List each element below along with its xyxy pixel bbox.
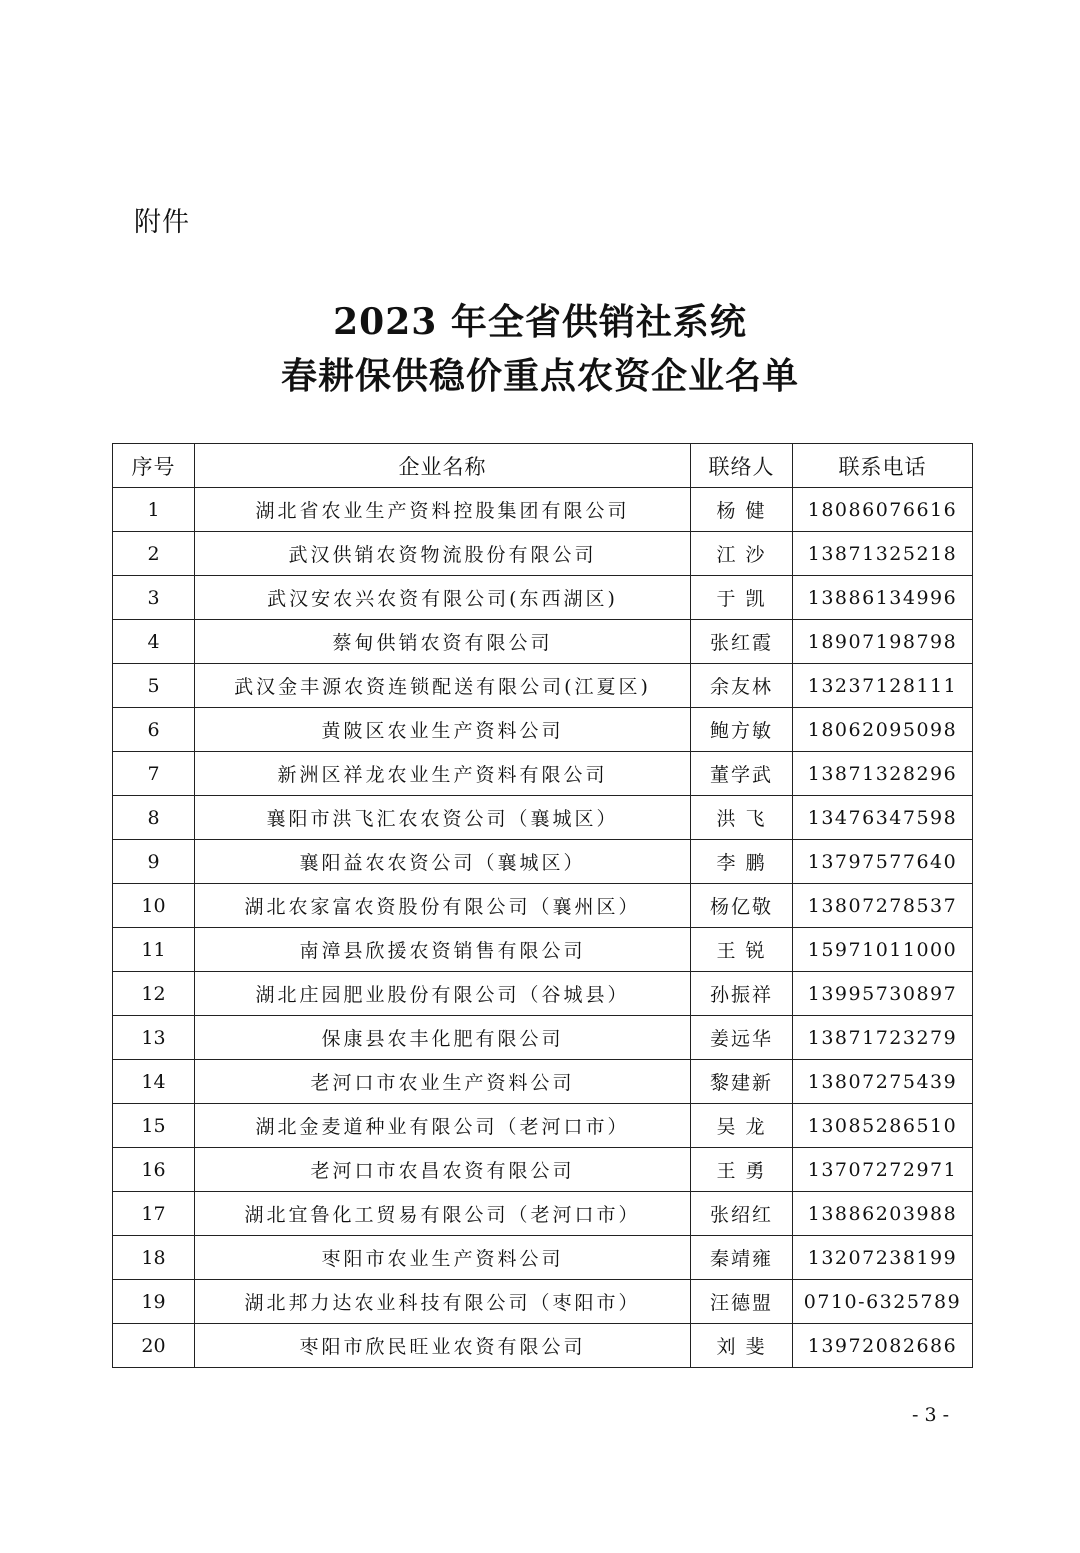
- contact-phone: 13807275439: [793, 1060, 973, 1104]
- company-name: 武汉安农兴农资有限公司(东西湖区): [195, 576, 691, 620]
- contact-person: 刘 斐: [691, 1324, 793, 1368]
- row-number: 18: [113, 1236, 195, 1280]
- contact-phone: 0710-6325789: [793, 1280, 973, 1324]
- row-number: 6: [113, 708, 195, 752]
- company-name: 襄阳益农农资公司（襄城区）: [195, 840, 691, 884]
- table-row: [113, 1280, 973, 1324]
- header-no: 序号: [113, 444, 195, 488]
- document-title-line-2: 春耕保供稳价重点农资企业名单: [280, 355, 799, 397]
- contact-person: 孙振祥: [691, 972, 793, 1016]
- contact-phone: 15971011000: [793, 928, 973, 972]
- contact-person: 黎建新: [691, 1060, 793, 1104]
- contact-person: 于 凯: [691, 576, 793, 620]
- contact-phone: 13886203988: [793, 1192, 973, 1236]
- contact-phone: 13707272971: [793, 1148, 973, 1192]
- company-name: 湖北邦力达农业科技有限公司（枣阳市）: [195, 1280, 691, 1324]
- contact-phone: 13886134996: [793, 576, 973, 620]
- row-number: 15: [113, 1104, 195, 1148]
- table-row: [113, 1104, 973, 1148]
- company-name: 老河口市农昌农资有限公司: [195, 1148, 691, 1192]
- table-row: [113, 1060, 973, 1104]
- table-row: [113, 840, 973, 884]
- table-row: [113, 532, 973, 576]
- contact-phone: 18907198798: [793, 620, 973, 664]
- row-number: 14: [113, 1060, 195, 1104]
- contact-person: 王 锐: [691, 928, 793, 972]
- contact-person: 余友林: [691, 664, 793, 708]
- table-row: [113, 488, 973, 532]
- table-row: [113, 752, 973, 796]
- contact-person: 杨亿敬: [691, 884, 793, 928]
- company-name: 湖北省农业生产资料控股集团有限公司: [195, 488, 691, 532]
- table-row: [113, 972, 973, 1016]
- contact-phone: 13476347598: [793, 796, 973, 840]
- contact-person: 洪 飞: [691, 796, 793, 840]
- row-number: 20: [113, 1324, 195, 1368]
- contact-person: 江 沙: [691, 532, 793, 576]
- company-name: 枣阳市农业生产资料公司: [195, 1236, 691, 1280]
- contact-person: 汪德盟: [691, 1280, 793, 1324]
- table-row: [113, 928, 973, 972]
- company-name: 枣阳市欣民旺业农资有限公司: [195, 1324, 691, 1368]
- company-name: 老河口市农业生产资料公司: [195, 1060, 691, 1104]
- table-row: [113, 1148, 973, 1192]
- company-name: 新洲区祥龙农业生产资料有限公司: [195, 752, 691, 796]
- contact-phone: 13807278537: [793, 884, 973, 928]
- company-name: 黄陂区农业生产资料公司: [195, 708, 691, 752]
- company-name: 保康县农丰化肥有限公司: [195, 1016, 691, 1060]
- row-number: 8: [113, 796, 195, 840]
- table-row: [113, 1324, 973, 1368]
- contact-person: 王 勇: [691, 1148, 793, 1192]
- row-number: 13: [113, 1016, 195, 1060]
- table-header: [113, 444, 973, 488]
- row-number: 9: [113, 840, 195, 884]
- row-number: 3: [113, 576, 195, 620]
- row-number: 7: [113, 752, 195, 796]
- company-name: 湖北宜鲁化工贸易有限公司（老河口市）: [195, 1192, 691, 1236]
- company-name: 襄阳市洪飞汇农农资公司（襄城区）: [195, 796, 691, 840]
- company-name: 湖北金麦道种业有限公司（老河口市）: [195, 1104, 691, 1148]
- contact-phone: 13797577640: [793, 840, 973, 884]
- contact-phone: 13237128111: [793, 664, 973, 708]
- table-row: [113, 620, 973, 664]
- table-row: [113, 796, 973, 840]
- table-row: [113, 1016, 973, 1060]
- header-contact: 联络人: [691, 444, 793, 488]
- enterprise-table: [112, 443, 973, 1368]
- contact-person: 李 鹏: [691, 840, 793, 884]
- document-title-line-1: 2023 年全省供销社系统: [333, 301, 747, 343]
- contact-person: 吴 龙: [691, 1104, 793, 1148]
- row-number: 1: [113, 488, 195, 532]
- table-body: [113, 488, 973, 1368]
- contact-person: 姜远华: [691, 1016, 793, 1060]
- contact-person: 秦靖雍: [691, 1236, 793, 1280]
- company-name: 武汉供销农资物流股份有限公司: [195, 532, 691, 576]
- table-row: [113, 884, 973, 928]
- table-row: [113, 1236, 973, 1280]
- contact-person: 鲍方敏: [691, 708, 793, 752]
- row-number: 16: [113, 1148, 195, 1192]
- table-row: [113, 576, 973, 620]
- row-number: 2: [113, 532, 195, 576]
- row-number: 10: [113, 884, 195, 928]
- contact-phone: 13871723279: [793, 1016, 973, 1060]
- header-row: [113, 444, 973, 488]
- contact-person: 张红霞: [691, 620, 793, 664]
- company-name: 蔡甸供销农资有限公司: [195, 620, 691, 664]
- contact-person: 杨 健: [691, 488, 793, 532]
- company-name: 南漳县欣援农资销售有限公司: [195, 928, 691, 972]
- attachment-label: 附件: [134, 207, 190, 238]
- contact-phone: 18086076616: [793, 488, 973, 532]
- table-row: [113, 1192, 973, 1236]
- company-name: 湖北庄园肥业股份有限公司（谷城县）: [195, 972, 691, 1016]
- contact-phone: 13871325218: [793, 532, 973, 576]
- header-phone: 联系电话: [793, 444, 973, 488]
- contact-person: 董学武: [691, 752, 793, 796]
- contact-phone: 18062095098: [793, 708, 973, 752]
- row-number: 12: [113, 972, 195, 1016]
- page-number: - 3 -: [912, 1404, 950, 1426]
- contact-phone: 13871328296: [793, 752, 973, 796]
- company-name: 武汉金丰源农资连锁配送有限公司(江夏区): [195, 664, 691, 708]
- table-row: [113, 708, 973, 752]
- row-number: 5: [113, 664, 195, 708]
- contact-phone: 13972082686: [793, 1324, 973, 1368]
- header-name: 企业名称: [195, 444, 691, 488]
- row-number: 17: [113, 1192, 195, 1236]
- company-name: 湖北农家富农资股份有限公司（襄州区）: [195, 884, 691, 928]
- contact-phone: 13207238199: [793, 1236, 973, 1280]
- row-number: 11: [113, 928, 195, 972]
- contact-phone: 13085286510: [793, 1104, 973, 1148]
- contact-phone: 13995730897: [793, 972, 973, 1016]
- contact-person: 张绍红: [691, 1192, 793, 1236]
- row-number: 4: [113, 620, 195, 664]
- row-number: 19: [113, 1280, 195, 1324]
- table-row: [113, 664, 973, 708]
